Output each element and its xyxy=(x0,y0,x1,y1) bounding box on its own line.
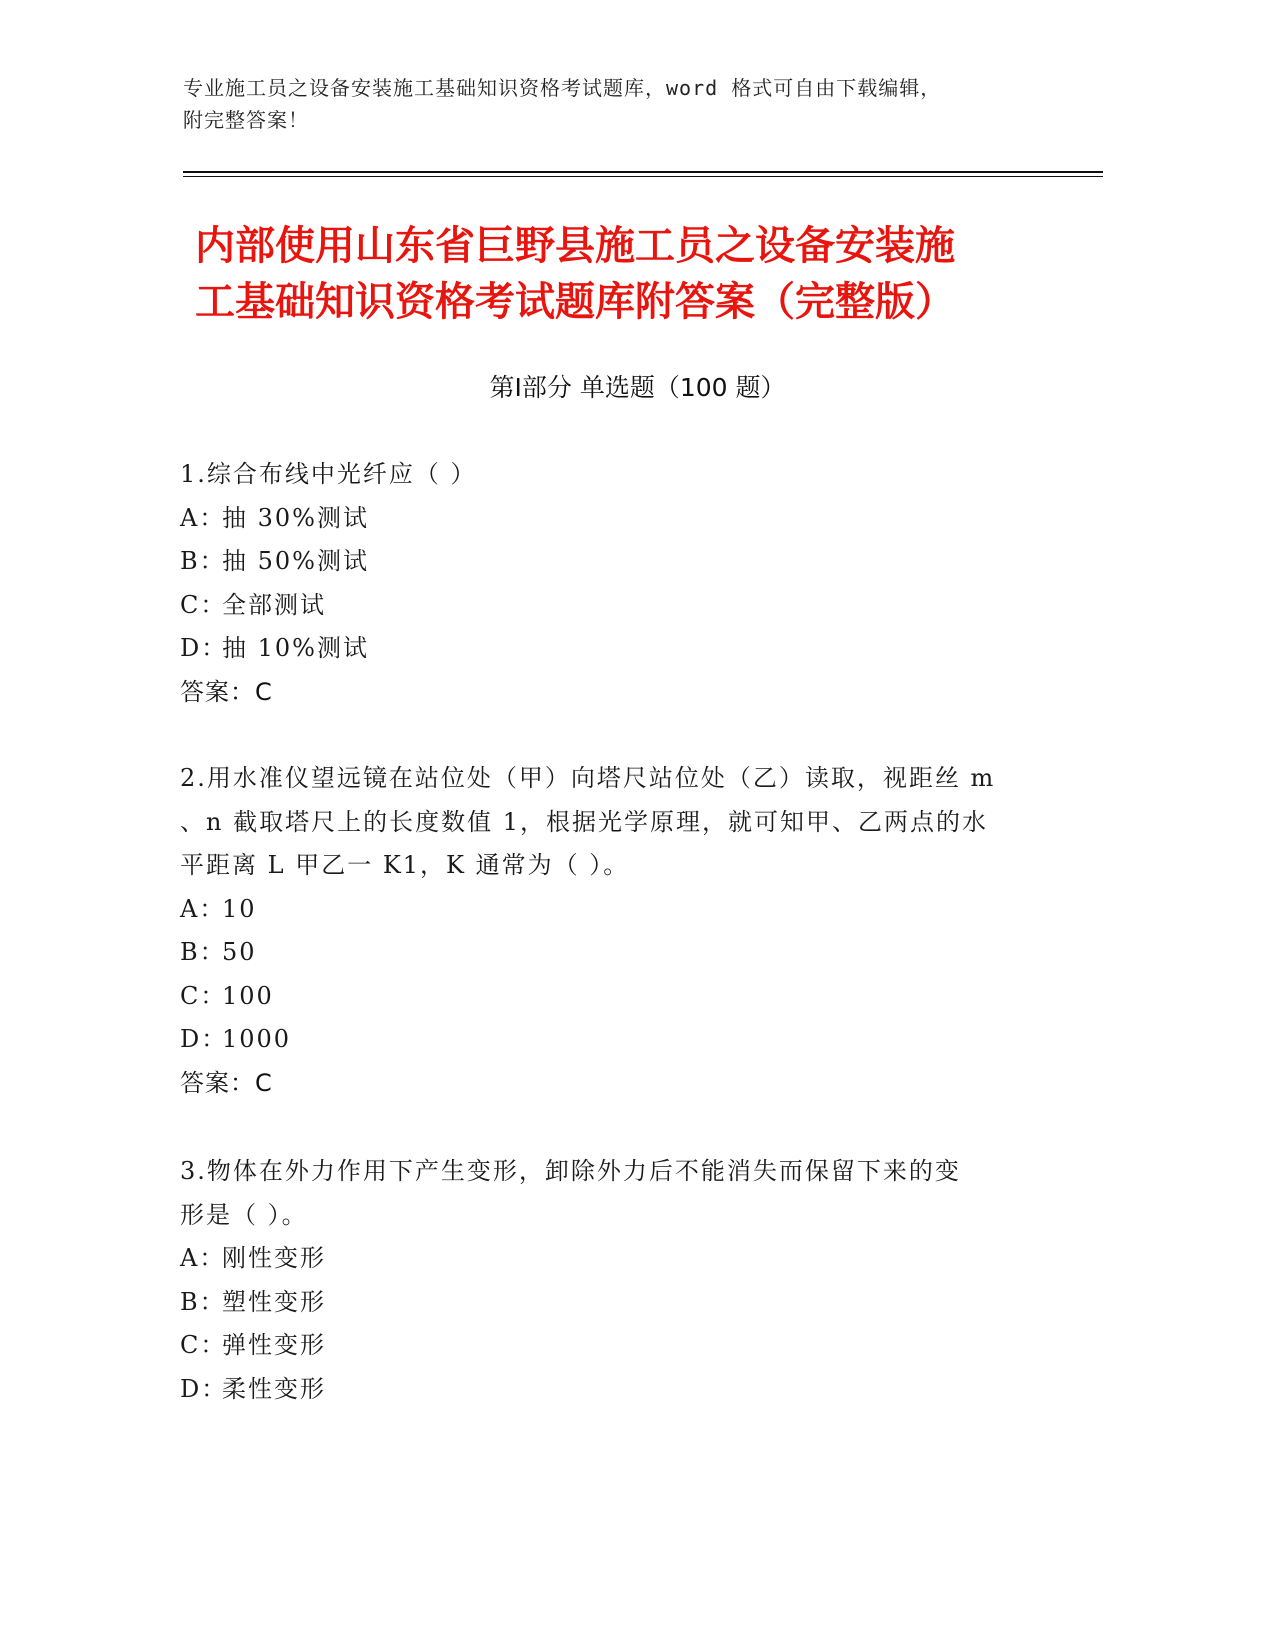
question-stem: 平距离 L 甲乙一 K1，K 通常为（ ）。 xyxy=(180,851,630,879)
answer-line: 答案：C xyxy=(180,677,273,706)
question-stem: 2.用水准仪望远镜在站位处（甲）向塔尺站位处（乙）读取，视距丝 m xyxy=(180,764,996,792)
option-b xyxy=(180,540,1060,584)
question-2 xyxy=(180,757,1060,1105)
answer-line: 答案：C xyxy=(180,1068,273,1097)
option-key: B： xyxy=(180,547,226,575)
question-stem: 3.物体在外力作用下产生变形，卸除外力后不能消失而保留下来的变 xyxy=(180,1157,961,1185)
option-key: C： xyxy=(180,1331,227,1359)
option-b xyxy=(180,931,1060,975)
question-stem: 1.综合布线中光纤应（ ） xyxy=(180,460,477,488)
question-3 xyxy=(180,1150,1060,1411)
option-c xyxy=(180,584,1060,628)
option-text: 抽 50%测试 xyxy=(222,547,369,575)
option-b xyxy=(180,1281,1060,1325)
option-a xyxy=(180,497,1060,541)
document-title-line: 内部使用山东省巨野县施工员之设备安装施 xyxy=(195,223,955,269)
option-d xyxy=(180,1368,1060,1412)
option-key: C： xyxy=(180,981,227,1010)
option-text: 100 xyxy=(222,981,274,1010)
option-text: 抽 10%测试 xyxy=(222,634,369,662)
question-1 xyxy=(180,453,1060,714)
option-text: 柔性变形 xyxy=(222,1374,326,1403)
option-text: 刚性变形 xyxy=(222,1244,326,1272)
option-key: A： xyxy=(180,503,226,532)
option-text: 10 xyxy=(222,894,257,923)
option-key: C： xyxy=(180,590,227,619)
option-c xyxy=(180,975,1060,1019)
option-a xyxy=(180,1237,1060,1281)
option-a xyxy=(180,888,1060,932)
option-c xyxy=(180,1324,1060,1368)
header-note-line: 附完整答案！ xyxy=(183,108,309,132)
option-text: 50 xyxy=(222,938,257,966)
question-stem: 、n 截取塔尺上的长度数值 1，根据光学原理，就可知甲、乙两点的水 xyxy=(180,807,988,836)
option-key: B： xyxy=(180,938,226,966)
option-key: B： xyxy=(180,1287,226,1316)
option-key: D： xyxy=(180,634,228,662)
option-key: A： xyxy=(180,894,226,923)
header-note-line: 专业施工员之设备安装施工基础知识资格考试题库，word 格式可自由下载编辑， xyxy=(183,76,942,100)
document-title-line: 工基础知识资格考试题库附答案（完整版） xyxy=(195,279,955,325)
header-divider xyxy=(183,171,1103,173)
option-text: 弹性变形 xyxy=(222,1331,326,1359)
option-text: 抽 30%测试 xyxy=(222,503,369,532)
option-key: D： xyxy=(180,1025,228,1053)
option-text: 1000 xyxy=(222,1025,292,1053)
header-divider-thin xyxy=(183,176,1103,177)
option-text: 塑性变形 xyxy=(222,1287,326,1316)
document-title xyxy=(195,218,1055,330)
section-title: 第Ⅰ部分 单选题（100 题） xyxy=(489,373,786,402)
option-key: D： xyxy=(180,1374,228,1403)
option-d xyxy=(180,1018,1060,1062)
option-key: A： xyxy=(180,1244,226,1272)
option-text: 全部测试 xyxy=(222,590,326,619)
header-note xyxy=(183,72,1063,136)
question-stem: 形是（ ）。 xyxy=(180,1200,308,1229)
option-d xyxy=(180,627,1060,671)
